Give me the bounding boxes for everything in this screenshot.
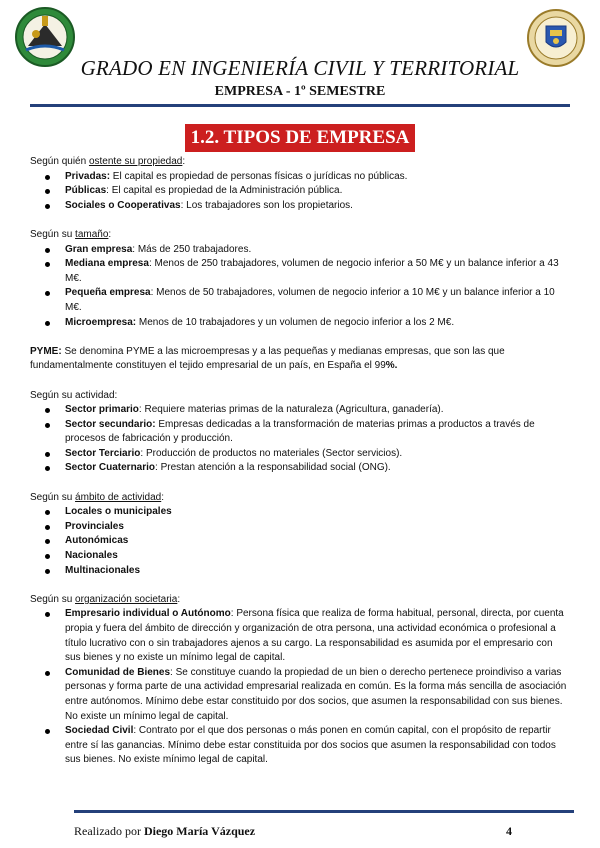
group-title: Según quién ostente su propiedad: [30,156,186,167]
pyme-definition: PYME: Se denomina PYME a las microempresas y a las pequeñas y medianas empresas, que son las que fundamentalmente constituyen el tejido empresarial de un país, en España el 99%. [30,345,505,372]
list-item: Sociales o Cooperativas: Los trabajadores son los propietarios. [65,199,570,214]
group-tamano [30,228,570,330]
group-propiedad [30,155,570,213]
list-item: Sociedad Civil: Contrato por el que dos personas o más ponen en común capital, con el propósito de repartir entre sí las ganancias. Mínimo debe estar constituida por dos socios que asumen la responsabilidad con todos sus bienes. No existe mínimo legal de capital. [65,724,570,768]
list-item: Locales o municipales [65,505,570,520]
organizacion-list [30,607,570,768]
list-item: Autonómicas [65,534,570,549]
document-title: GRADO EN INGENIERÍA CIVIL Y TERRITORIAL [80,56,520,80]
list-item: Pequeña empresa: Menos de 50 trabajadores, volumen de negocio inferior a 10 M€ y un balance inferior a 10 M€. [65,286,570,315]
list-item: Comunidad de Bienes: Se constituye cuando la propiedad de un bien o derecho pertenece proindiviso a varias personas y forma parte de una actividad empresarial realizada en común. Es la forma más sencilla de asociación entre autónomos. Mínimo debe estar constituido por dos socios, que asumen la responsabilidad con sus bienes. No existe un mínimo legal de capital. [65,666,570,724]
footer-divider [74,810,574,813]
footer-credit: Realizado por Diego María Vázquez [74,824,256,838]
list-item: Mediana empresa: Menos de 250 trabajadores, volumen de negocio inferior a 50 M€ y un balance inferior a 43 M€. [65,257,570,286]
group-title: Según su organización societaria: [30,593,181,605]
group-actividad [30,389,570,477]
ambito-list [30,505,570,578]
list-item: Públicas: El capital es propiedad de la Administración pública. [65,184,570,199]
list-item: Gran empresa: Más de 250 trabajadores. [65,243,570,258]
document-subtitle: EMPRESA - 1º SEMESTRE [214,84,386,99]
author-name: Diego María Vázquez [143,824,256,838]
actividad-list [30,403,570,476]
list-item: Microempresa: Menos de 10 trabajadores y un volumen de negocio inferior a los 2 M€. [65,316,570,331]
group-title: Según su tamaño: [30,228,112,240]
header-divider [30,104,570,107]
list-item: Sector Cuaternario: Prestan atención a la responsabilidad social (ONG). [65,461,570,476]
list-item: Nacionales [65,549,570,564]
document-body [30,155,570,783]
list-item: Empresario individual o Autónomo: Persona física que realiza de forma habitual, personal, directa, por cuenta propia y fuera del ámbito de dirección y organización de otra persona, una actividad económica o profesional a título lucrativo con o sin trabajadores ajenos a su cargo. La responsabilidad es asumida por el empresario con sus bienes y no existe un mínimo legal de capital. [65,607,570,665]
section-title: 1.2. TIPOS DE EMPRESA [185,124,415,152]
list-item: Sector secundario: Empresas dedicadas a la transformación de materias primas a productos a través de procesos de fabricación y producción. [65,418,570,447]
list-item: Multinacionales [65,564,570,579]
group-title: Según su ámbito de actividad: [30,491,164,503]
list-item: Sector primario: Requiere materias primas de la naturaleza (Agricultura, ganadería). [65,403,570,418]
group-organizacion [30,593,570,768]
group-title: Según su actividad: [30,389,118,401]
group-ambito [30,491,570,579]
tamano-list [30,243,570,331]
list-item: Privadas: El capital es propiedad de personas físicas o jurídicas no públicas. [65,170,570,185]
page-number: 4 [506,824,512,838]
propiedad-list [30,170,570,214]
list-item: Sector Terciario: Producción de productos no materiales (Sector servicios). [65,447,570,462]
list-item: Provinciales [65,520,570,535]
